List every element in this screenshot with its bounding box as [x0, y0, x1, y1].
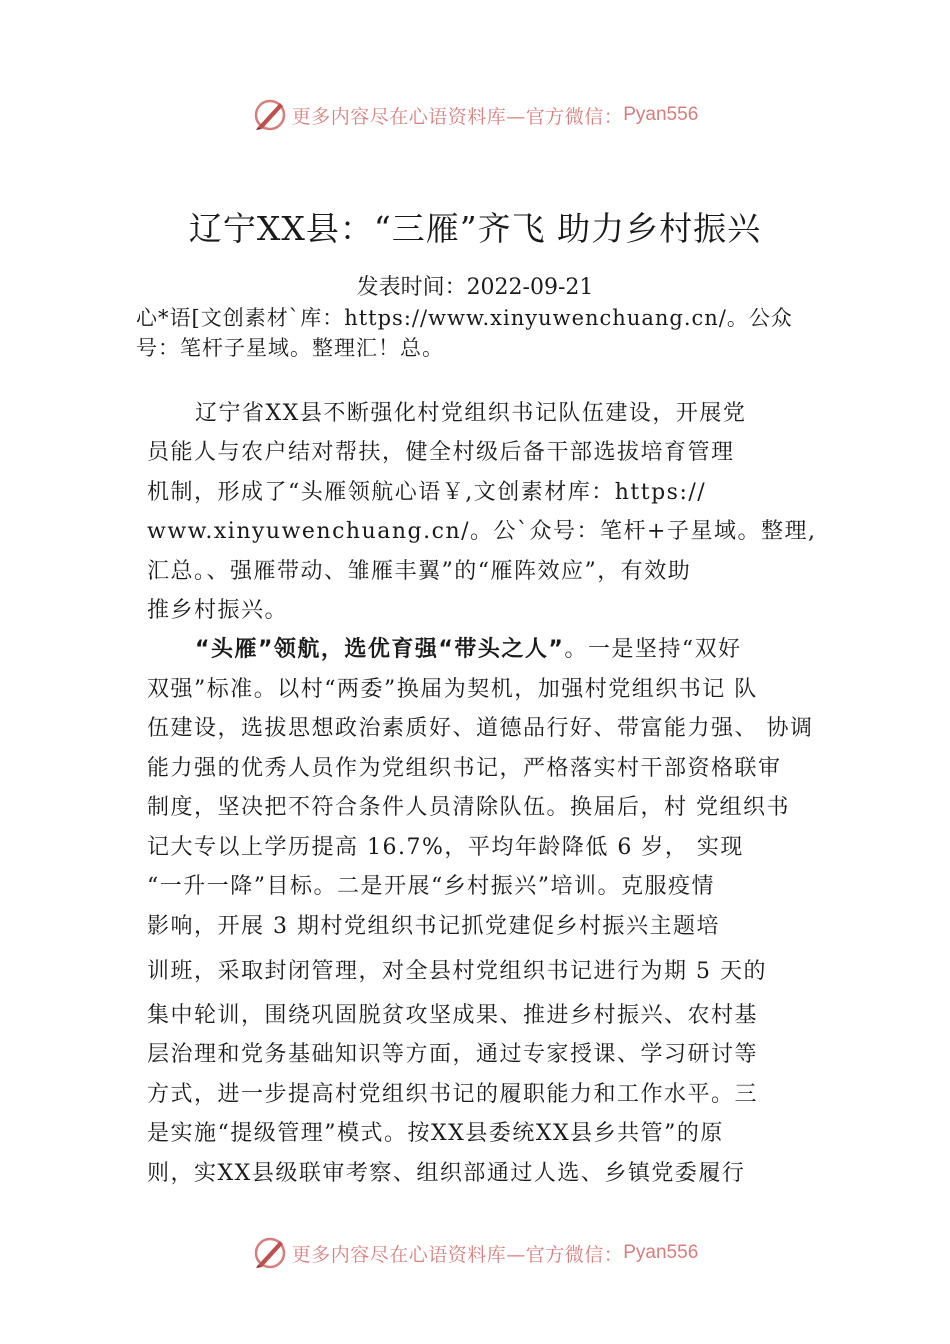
text-line: 集中轮训，围绕巩固脱贫攻坚成果、推进乡村振兴、农村基 — [147, 1003, 759, 1028]
text-line: 能力强的优秀人员作为党组织书记，严格落实村干部资格联审 — [147, 756, 782, 781]
text-line: www.xinyuwenchuang.cn/。公`众号：笔杆+子星域。整理, — [147, 519, 817, 544]
text-line: 是实施“提级管理”模式。按XX县委统XX县乡共管”的原 — [147, 1121, 724, 1146]
text-line: 层治理和党务基础知识等方面，通过专家授课、学习研讨等 — [147, 1042, 759, 1067]
banner-wechat-id[interactable]: Pyan556 — [623, 1242, 699, 1263]
banner-text: 更多内容尽在心语资料库—官方微信： — [291, 1243, 624, 1266]
text-line: 训班，采取封闭管理，对全县村党组织书记进行为期 5 天的 — [147, 959, 767, 984]
text-line: 则，实XX县级联审考察、组织部通过人选、乡镇党委履行 — [147, 1161, 746, 1186]
text-line: 记大专以上学历提高 16.7%，平均年龄降低 6 岁， 实现 — [147, 835, 744, 860]
text-line: 汇总。、强雁带动、雏雁丰翼”的“雁阵效应”，有效助 — [147, 559, 692, 584]
text-line: 影响，开展 3 期村党组织书记抓党建促乡村振兴主题培 — [147, 914, 720, 939]
text-line: “一升一降”目标。二是开展“乡村振兴”培训。克服疫情 — [147, 874, 715, 899]
banner-text: 更多内容尽在心语资料库—官方微信： — [291, 105, 624, 128]
footer-banner — [0, 1233, 950, 1273]
section-heading-tail: 。一是坚持“双好 — [564, 637, 742, 662]
text-line: 推乡村振兴。 — [147, 598, 289, 623]
text-line: 制度，坚决把不符合条件人员清除队伍。换届后，村 党组织书 — [147, 795, 790, 820]
article-title: 辽宁XX县：“三雁”齐飞 助力乡村振兴 — [188, 209, 762, 248]
text-line: 辽宁省XX县不断强化村党组织书记队伍建设，开展党 — [195, 401, 747, 426]
text-line: 伍建设，选拔思想政治素质好、道德品行好、带富能力强、 协调 — [147, 716, 814, 741]
text-line: 方式，进一步提高村党组织书记的履职能力和工作水平。三 — [147, 1082, 759, 1107]
section-line — [195, 634, 809, 666]
text-line: 双强”标准。以村“两委”换届为契机，加强村党组织书记 队 — [147, 677, 758, 702]
source-note: 心*语[文创素材`库：https://www.xinyuwenchuang.cn/。公众号：笔杆子星域。整理汇！总。 — [136, 306, 793, 360]
text-line: 机制，形成了“头雁领航心语￥,文创素材库：https:// — [147, 480, 707, 505]
section-heading: “头雁”领航，选优育强“带头之人” — [195, 637, 565, 662]
banner-wechat-id[interactable]: Pyan556 — [623, 104, 699, 125]
publish-date: 发表时间：2022-09-21 — [356, 275, 594, 300]
text-line: 员能人与农户结对帮扶，健全村级后备干部选拔培育管理 — [147, 440, 735, 465]
pen-logo-icon — [252, 1235, 288, 1271]
